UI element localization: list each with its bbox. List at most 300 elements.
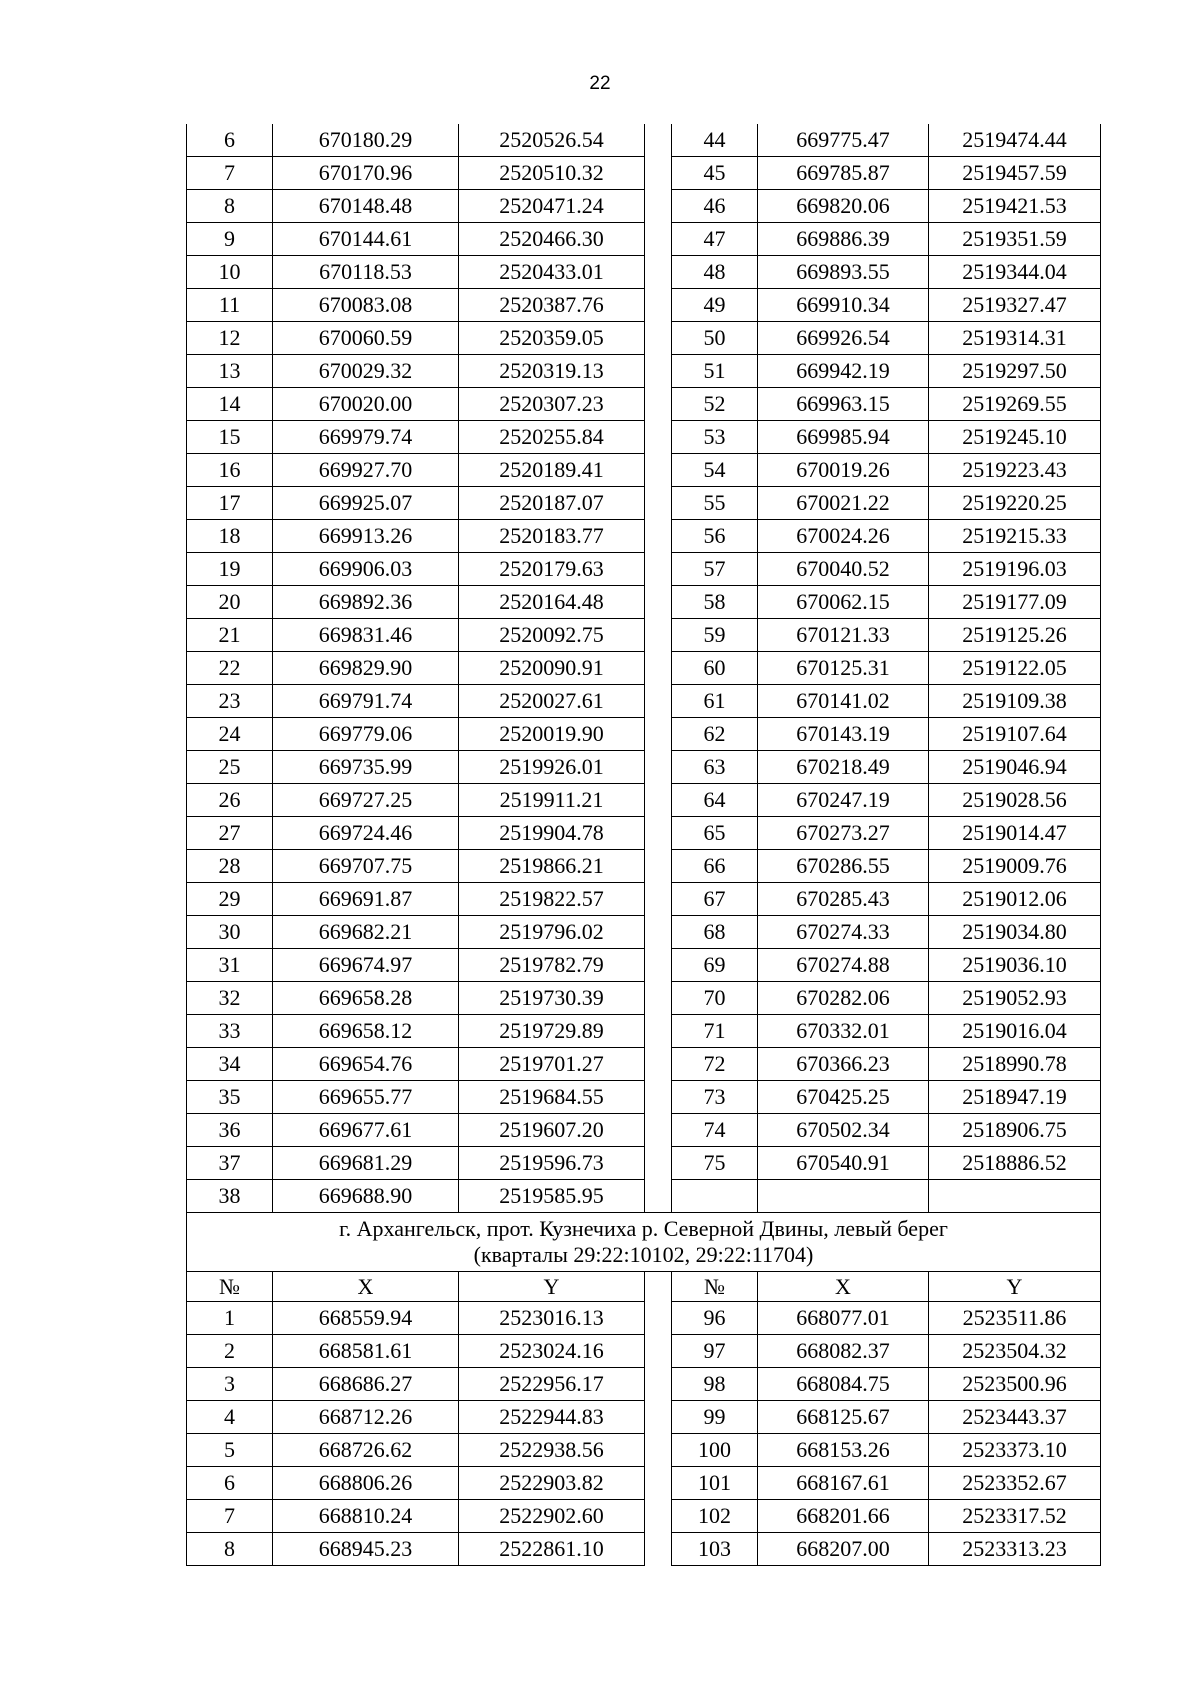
point-number-cell: 14 <box>187 388 273 421</box>
point-number-cell: 20 <box>187 586 273 619</box>
y-coordinate-cell: 2520255.84 <box>459 421 645 454</box>
y-coordinate-cell: 2523511.86 <box>929 1302 1101 1335</box>
point-number-cell: 30 <box>187 916 273 949</box>
y-coordinate-cell: 2519009.76 <box>929 850 1101 883</box>
point-number-cell: 72 <box>672 1048 758 1081</box>
y-coordinate-cell: 2523500.96 <box>929 1368 1101 1401</box>
y-coordinate-cell: 2519344.04 <box>929 256 1101 289</box>
table-row <box>187 520 1101 553</box>
column-gap <box>645 784 672 817</box>
column-gap <box>645 421 672 454</box>
table-row <box>187 1180 1101 1213</box>
x-coordinate-cell: 668810.24 <box>273 1500 459 1533</box>
point-number-cell: 46 <box>672 190 758 223</box>
table-row <box>187 1048 1101 1081</box>
column-gap <box>645 289 672 322</box>
point-number-cell: 47 <box>672 223 758 256</box>
x-coordinate-cell: 669926.54 <box>758 322 929 355</box>
point-number-cell: 49 <box>672 289 758 322</box>
table-row <box>187 916 1101 949</box>
y-coordinate-cell: 2520466.30 <box>459 223 645 256</box>
point-number-cell: 63 <box>672 751 758 784</box>
point-number-cell: 61 <box>672 685 758 718</box>
point-number-cell: 56 <box>672 520 758 553</box>
x-coordinate-cell: 670083.08 <box>273 289 459 322</box>
point-number-cell: 31 <box>187 949 273 982</box>
x-coordinate-cell: 670024.26 <box>758 520 929 553</box>
x-coordinate-cell: 668167.61 <box>758 1467 929 1500</box>
point-number-cell: 18 <box>187 520 273 553</box>
point-number-cell: 35 <box>187 1081 273 1114</box>
x-coordinate-cell: 669655.77 <box>273 1081 459 1114</box>
x-coordinate-cell: 668945.23 <box>273 1533 459 1566</box>
table-row <box>187 949 1101 982</box>
y-coordinate-cell: 2518886.52 <box>929 1147 1101 1180</box>
x-coordinate-cell: 668806.26 <box>273 1467 459 1500</box>
table-row <box>187 1114 1101 1147</box>
x-coordinate-cell: 670425.25 <box>758 1081 929 1114</box>
column-gap <box>645 850 672 883</box>
y-coordinate-cell: 2523373.10 <box>929 1434 1101 1467</box>
column-gap <box>645 1081 672 1114</box>
column-gap <box>645 1015 672 1048</box>
header-number: № <box>187 1272 273 1302</box>
table-row <box>187 751 1101 784</box>
x-coordinate-cell: 670148.48 <box>273 190 459 223</box>
point-number-cell: 34 <box>187 1048 273 1081</box>
x-coordinate-cell: 668201.66 <box>758 1500 929 1533</box>
x-coordinate-cell: 669691.87 <box>273 883 459 916</box>
point-number-cell: 1 <box>187 1302 273 1335</box>
y-coordinate-cell: 2520027.61 <box>459 685 645 718</box>
point-number-cell: 38 <box>187 1180 273 1213</box>
section-caption <box>187 1213 1101 1272</box>
point-number-cell: 44 <box>672 124 758 157</box>
y-coordinate-cell: 2519729.89 <box>459 1015 645 1048</box>
y-coordinate-cell: 2520387.76 <box>459 289 645 322</box>
x-coordinate-cell: 670062.15 <box>758 586 929 619</box>
y-coordinate-cell: 2519822.57 <box>459 883 645 916</box>
x-coordinate-cell: 668581.61 <box>273 1335 459 1368</box>
point-number-cell: 58 <box>672 586 758 619</box>
table-row <box>187 1434 1101 1467</box>
point-number-cell: 73 <box>672 1081 758 1114</box>
table-row <box>187 817 1101 850</box>
header-number: № <box>672 1272 758 1302</box>
y-coordinate-cell: 2520183.77 <box>459 520 645 553</box>
table-row <box>187 883 1101 916</box>
x-coordinate-cell: 669658.28 <box>273 982 459 1015</box>
y-coordinate-cell: 2520019.90 <box>459 718 645 751</box>
y-coordinate-cell: 2520307.23 <box>459 388 645 421</box>
table-row <box>187 1467 1101 1500</box>
x-coordinate-cell: 670274.33 <box>758 916 929 949</box>
y-coordinate-cell: 2520187.07 <box>459 487 645 520</box>
y-coordinate-cell: 2520319.13 <box>459 355 645 388</box>
y-coordinate-cell: 2519034.80 <box>929 916 1101 949</box>
point-number-cell: 97 <box>672 1335 758 1368</box>
point-number-cell: 52 <box>672 388 758 421</box>
y-coordinate-cell: 2523443.37 <box>929 1401 1101 1434</box>
x-coordinate-cell: 669925.07 <box>273 487 459 520</box>
table-row <box>187 487 1101 520</box>
y-coordinate-cell: 2522861.10 <box>459 1533 645 1566</box>
x-coordinate-cell: 669886.39 <box>758 223 929 256</box>
table-row <box>187 1302 1101 1335</box>
table-row <box>187 1335 1101 1368</box>
y-coordinate-cell: 2520433.01 <box>459 256 645 289</box>
x-coordinate-cell: 669681.29 <box>273 1147 459 1180</box>
point-number-cell: 9 <box>187 223 273 256</box>
x-coordinate-cell: 670040.52 <box>758 553 929 586</box>
x-coordinate-cell: 670170.96 <box>273 157 459 190</box>
y-coordinate-cell: 2520526.54 <box>459 124 645 157</box>
x-coordinate-cell: 669654.76 <box>273 1048 459 1081</box>
x-coordinate-cell: 668207.00 <box>758 1533 929 1566</box>
table-row <box>187 190 1101 223</box>
table-row <box>187 619 1101 652</box>
section-caption-line2: (кварталы 29:22:10102, 29:22:11704) <box>473 1242 814 1267</box>
table-row <box>187 289 1101 322</box>
column-gap <box>645 1147 672 1180</box>
y-coordinate-cell: 2519904.78 <box>459 817 645 850</box>
point-number-cell: 32 <box>187 982 273 1015</box>
x-coordinate-cell: 670118.53 <box>273 256 459 289</box>
x-coordinate-cell: 669674.97 <box>273 949 459 982</box>
y-coordinate-cell: 2519109.38 <box>929 685 1101 718</box>
point-number-cell <box>672 1180 758 1213</box>
y-coordinate-cell: 2520090.91 <box>459 652 645 685</box>
point-number-cell: 7 <box>187 1500 273 1533</box>
column-gap <box>645 652 672 685</box>
table-row <box>187 454 1101 487</box>
x-coordinate-cell: 669820.06 <box>758 190 929 223</box>
x-coordinate-cell: 670282.06 <box>758 982 929 1015</box>
x-coordinate-cell: 668686.27 <box>273 1368 459 1401</box>
y-coordinate-cell: 2518906.75 <box>929 1114 1101 1147</box>
x-coordinate-cell: 669707.75 <box>273 850 459 883</box>
table-header-row <box>187 1272 1101 1302</box>
table-row <box>187 124 1101 157</box>
x-coordinate-cell: 669963.15 <box>758 388 929 421</box>
point-number-cell: 29 <box>187 883 273 916</box>
y-coordinate-cell: 2520510.32 <box>459 157 645 190</box>
column-gap <box>645 949 672 982</box>
x-coordinate-cell: 668712.26 <box>273 1401 459 1434</box>
coordinates-table <box>186 124 1101 1566</box>
x-coordinate-cell: 670285.43 <box>758 883 929 916</box>
y-coordinate-cell: 2519028.56 <box>929 784 1101 817</box>
x-coordinate-cell: 668125.67 <box>758 1401 929 1434</box>
point-number-cell: 15 <box>187 421 273 454</box>
x-coordinate-cell: 670141.02 <box>758 685 929 718</box>
y-coordinate-cell: 2520189.41 <box>459 454 645 487</box>
y-coordinate-cell: 2522903.82 <box>459 1467 645 1500</box>
column-gap <box>645 223 672 256</box>
column-gap <box>645 388 672 421</box>
y-coordinate-cell: 2518990.78 <box>929 1048 1101 1081</box>
point-number-cell: 70 <box>672 982 758 1015</box>
y-coordinate-cell: 2519012.06 <box>929 883 1101 916</box>
point-number-cell: 68 <box>672 916 758 949</box>
x-coordinate-cell: 669779.06 <box>273 718 459 751</box>
column-gap <box>645 355 672 388</box>
y-coordinate-cell: 2519607.20 <box>459 1114 645 1147</box>
point-number-cell: 8 <box>187 190 273 223</box>
header-y: Y <box>929 1272 1101 1302</box>
y-coordinate-cell: 2518947.19 <box>929 1081 1101 1114</box>
point-number-cell: 36 <box>187 1114 273 1147</box>
x-coordinate-cell: 669829.90 <box>273 652 459 685</box>
x-coordinate-cell: 670218.49 <box>758 751 929 784</box>
table-row <box>187 652 1101 685</box>
table-row <box>187 421 1101 454</box>
point-number-cell: 48 <box>672 256 758 289</box>
y-coordinate-cell: 2519125.26 <box>929 619 1101 652</box>
point-number-cell: 21 <box>187 619 273 652</box>
point-number-cell: 65 <box>672 817 758 850</box>
x-coordinate-cell: 670274.88 <box>758 949 929 982</box>
y-coordinate-cell: 2519016.04 <box>929 1015 1101 1048</box>
point-number-cell: 27 <box>187 817 273 850</box>
y-coordinate-cell: 2519177.09 <box>929 586 1101 619</box>
y-coordinate-cell: 2520179.63 <box>459 553 645 586</box>
x-coordinate-cell: 668559.94 <box>273 1302 459 1335</box>
x-coordinate-cell: 669913.26 <box>273 520 459 553</box>
point-number-cell: 98 <box>672 1368 758 1401</box>
point-number-cell: 19 <box>187 553 273 586</box>
x-coordinate-cell: 670286.55 <box>758 850 929 883</box>
point-number-cell: 100 <box>672 1434 758 1467</box>
table-row <box>187 157 1101 190</box>
x-coordinate-cell: 670366.23 <box>758 1048 929 1081</box>
header-x: X <box>273 1272 459 1302</box>
column-gap <box>645 1467 672 1500</box>
table-row <box>187 982 1101 1015</box>
x-coordinate-cell: 670247.19 <box>758 784 929 817</box>
column-gap <box>645 586 672 619</box>
point-number-cell: 23 <box>187 685 273 718</box>
x-coordinate-cell: 669942.19 <box>758 355 929 388</box>
x-coordinate-cell: 668082.37 <box>758 1335 929 1368</box>
header-y: Y <box>459 1272 645 1302</box>
point-number-cell: 67 <box>672 883 758 916</box>
x-coordinate-cell: 669893.55 <box>758 256 929 289</box>
x-coordinate-cell: 669682.21 <box>273 916 459 949</box>
table-row <box>187 388 1101 421</box>
table-row <box>187 322 1101 355</box>
y-coordinate-cell: 2523317.52 <box>929 1500 1101 1533</box>
x-coordinate-cell: 669658.12 <box>273 1015 459 1048</box>
y-coordinate-cell: 2519457.59 <box>929 157 1101 190</box>
section-caption-row <box>187 1213 1101 1272</box>
y-coordinate-cell: 2519866.21 <box>459 850 645 883</box>
y-coordinate-cell: 2519196.03 <box>929 553 1101 586</box>
y-coordinate-cell: 2519314.31 <box>929 322 1101 355</box>
x-coordinate-cell: 670029.32 <box>273 355 459 388</box>
x-coordinate-cell: 669785.87 <box>758 157 929 190</box>
point-number-cell: 59 <box>672 619 758 652</box>
header-x: X <box>758 1272 929 1302</box>
table-row <box>187 685 1101 718</box>
column-gap <box>645 619 672 652</box>
y-coordinate-cell: 2519730.39 <box>459 982 645 1015</box>
x-coordinate-cell: 670332.01 <box>758 1015 929 1048</box>
table-row <box>187 355 1101 388</box>
table-row <box>187 1015 1101 1048</box>
y-coordinate-cell: 2519014.47 <box>929 817 1101 850</box>
point-number-cell: 55 <box>672 487 758 520</box>
point-number-cell: 54 <box>672 454 758 487</box>
y-coordinate-cell: 2523024.16 <box>459 1335 645 1368</box>
y-coordinate-cell: 2519297.50 <box>929 355 1101 388</box>
column-gap <box>645 1272 672 1302</box>
y-coordinate-cell: 2519107.64 <box>929 718 1101 751</box>
point-number-cell: 12 <box>187 322 273 355</box>
x-coordinate-cell: 670021.22 <box>758 487 929 520</box>
x-coordinate-cell <box>758 1180 929 1213</box>
table-row <box>187 553 1101 586</box>
column-gap <box>645 190 672 223</box>
y-coordinate-cell: 2522944.83 <box>459 1401 645 1434</box>
y-coordinate-cell: 2519327.47 <box>929 289 1101 322</box>
x-coordinate-cell: 670144.61 <box>273 223 459 256</box>
y-coordinate-cell: 2519796.02 <box>459 916 645 949</box>
point-number-cell: 102 <box>672 1500 758 1533</box>
column-gap <box>645 751 672 784</box>
point-number-cell: 6 <box>187 124 273 157</box>
point-number-cell: 57 <box>672 553 758 586</box>
point-number-cell: 33 <box>187 1015 273 1048</box>
point-number-cell: 16 <box>187 454 273 487</box>
column-gap <box>645 1533 672 1566</box>
x-coordinate-cell: 669791.74 <box>273 685 459 718</box>
x-coordinate-cell: 670540.91 <box>758 1147 929 1180</box>
point-number-cell: 10 <box>187 256 273 289</box>
column-gap <box>645 1335 672 1368</box>
column-gap <box>645 322 672 355</box>
column-gap <box>645 916 672 949</box>
x-coordinate-cell: 669831.46 <box>273 619 459 652</box>
column-gap <box>645 1434 672 1467</box>
y-coordinate-cell: 2519926.01 <box>459 751 645 784</box>
y-coordinate-cell: 2519351.59 <box>929 223 1101 256</box>
y-coordinate-cell: 2522902.60 <box>459 1500 645 1533</box>
point-number-cell: 3 <box>187 1368 273 1401</box>
point-number-cell: 7 <box>187 157 273 190</box>
x-coordinate-cell: 669688.90 <box>273 1180 459 1213</box>
point-number-cell: 62 <box>672 718 758 751</box>
table-row <box>187 1533 1101 1566</box>
y-coordinate-cell: 2519782.79 <box>459 949 645 982</box>
y-coordinate-cell: 2519911.21 <box>459 784 645 817</box>
coordinates-table-body <box>187 124 1101 1566</box>
point-number-cell: 22 <box>187 652 273 685</box>
y-coordinate-cell: 2519245.10 <box>929 421 1101 454</box>
y-coordinate-cell: 2519036.10 <box>929 949 1101 982</box>
table-row <box>187 1147 1101 1180</box>
x-coordinate-cell: 669775.47 <box>758 124 929 157</box>
point-number-cell: 45 <box>672 157 758 190</box>
column-gap <box>645 124 672 157</box>
column-gap <box>645 454 672 487</box>
table-row <box>187 718 1101 751</box>
point-number-cell: 37 <box>187 1147 273 1180</box>
x-coordinate-cell: 670060.59 <box>273 322 459 355</box>
point-number-cell: 24 <box>187 718 273 751</box>
point-number-cell: 2 <box>187 1335 273 1368</box>
y-coordinate-cell: 2520092.75 <box>459 619 645 652</box>
point-number-cell: 8 <box>187 1533 273 1566</box>
point-number-cell: 69 <box>672 949 758 982</box>
y-coordinate-cell: 2519684.55 <box>459 1081 645 1114</box>
y-coordinate-cell: 2523313.23 <box>929 1533 1101 1566</box>
x-coordinate-cell: 669906.03 <box>273 553 459 586</box>
x-coordinate-cell: 669892.36 <box>273 586 459 619</box>
point-number-cell: 4 <box>187 1401 273 1434</box>
column-gap <box>645 1368 672 1401</box>
column-gap <box>645 982 672 1015</box>
column-gap <box>645 883 672 916</box>
column-gap <box>645 256 672 289</box>
x-coordinate-cell: 669724.46 <box>273 817 459 850</box>
y-coordinate-cell: 2519220.25 <box>929 487 1101 520</box>
y-coordinate-cell: 2519215.33 <box>929 520 1101 553</box>
y-coordinate-cell: 2519046.94 <box>929 751 1101 784</box>
y-coordinate-cell: 2522938.56 <box>459 1434 645 1467</box>
table-row <box>187 1401 1101 1434</box>
x-coordinate-cell: 668084.75 <box>758 1368 929 1401</box>
y-coordinate-cell: 2523016.13 <box>459 1302 645 1335</box>
column-gap <box>645 1180 672 1213</box>
table-row <box>187 784 1101 817</box>
y-coordinate-cell: 2519701.27 <box>459 1048 645 1081</box>
table-row <box>187 850 1101 883</box>
point-number-cell: 74 <box>672 1114 758 1147</box>
x-coordinate-cell: 670180.29 <box>273 124 459 157</box>
column-gap <box>645 1302 672 1335</box>
point-number-cell: 25 <box>187 751 273 784</box>
y-coordinate-cell: 2519596.73 <box>459 1147 645 1180</box>
y-coordinate-cell: 2520164.48 <box>459 586 645 619</box>
point-number-cell: 103 <box>672 1533 758 1566</box>
point-number-cell: 75 <box>672 1147 758 1180</box>
column-gap <box>645 718 672 751</box>
point-number-cell: 51 <box>672 355 758 388</box>
x-coordinate-cell: 670019.26 <box>758 454 929 487</box>
column-gap <box>645 157 672 190</box>
column-gap <box>645 1048 672 1081</box>
table-row <box>187 256 1101 289</box>
point-number-cell: 101 <box>672 1467 758 1500</box>
y-coordinate-cell: 2519122.05 <box>929 652 1101 685</box>
column-gap <box>645 1401 672 1434</box>
column-gap <box>645 520 672 553</box>
point-number-cell: 96 <box>672 1302 758 1335</box>
y-coordinate-cell: 2519421.53 <box>929 190 1101 223</box>
x-coordinate-cell: 670502.34 <box>758 1114 929 1147</box>
table-row <box>187 223 1101 256</box>
x-coordinate-cell: 668077.01 <box>758 1302 929 1335</box>
table-row <box>187 1081 1101 1114</box>
point-number-cell: 11 <box>187 289 273 322</box>
y-coordinate-cell <box>929 1180 1101 1213</box>
x-coordinate-cell: 669677.61 <box>273 1114 459 1147</box>
y-coordinate-cell: 2519585.95 <box>459 1180 645 1213</box>
y-coordinate-cell: 2519052.93 <box>929 982 1101 1015</box>
x-coordinate-cell: 670143.19 <box>758 718 929 751</box>
point-number-cell: 28 <box>187 850 273 883</box>
